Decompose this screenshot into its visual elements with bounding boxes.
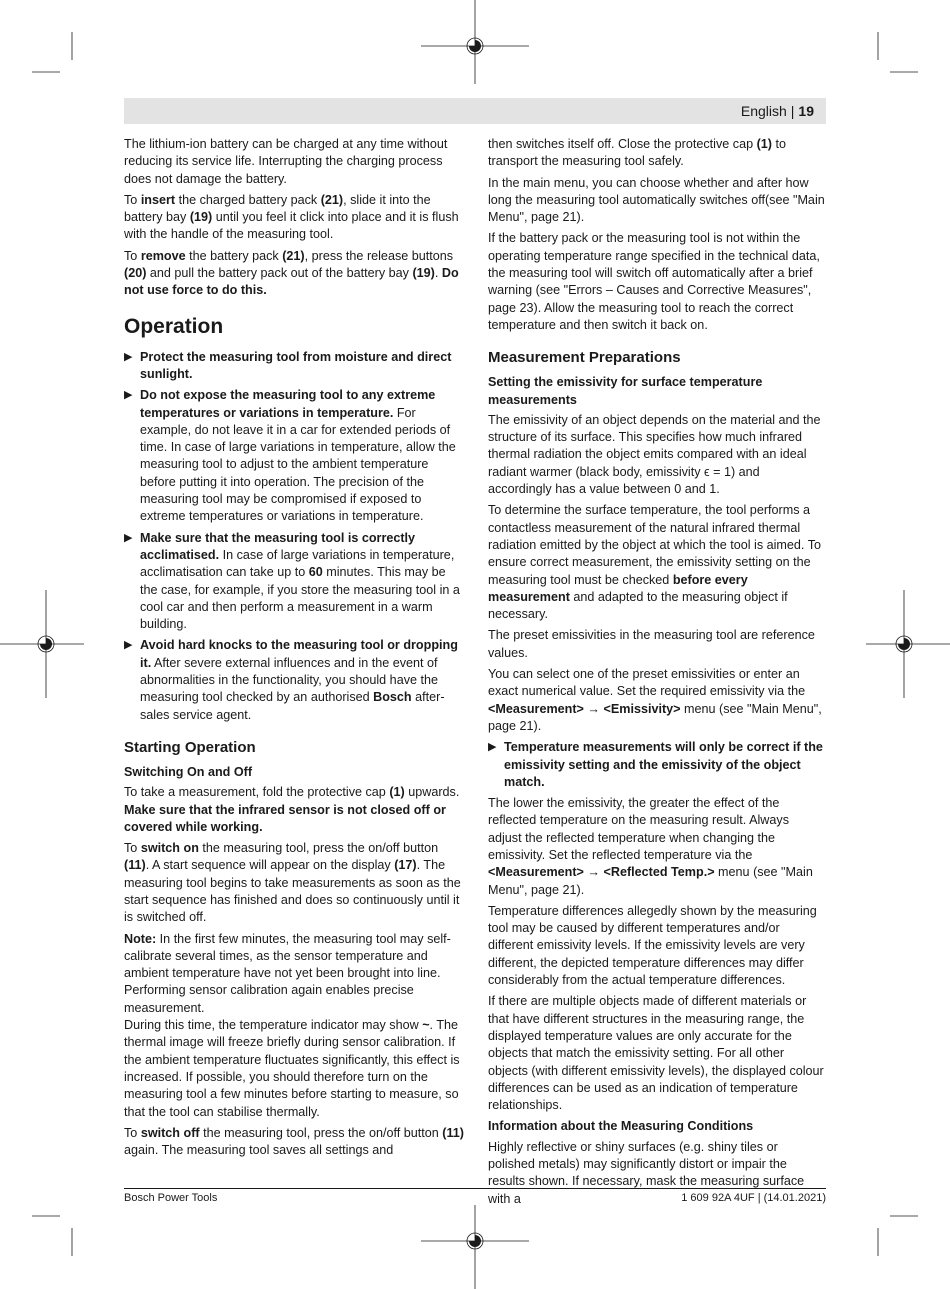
header-band xyxy=(124,98,826,124)
triangle-bullet-icon: ▶ xyxy=(124,350,133,363)
paragraph: To remove the battery pack (21), press the release buttons (20) and pull the battery pack out of the battery bay (19). Do not use force to do this. xyxy=(124,248,459,298)
left-column xyxy=(124,136,464,1163)
paragraph: In the main menu, you can choose whether and after how long the measuring tool automatically switches off(see "Main Menu", page 21). xyxy=(488,175,825,225)
triangle-bullet-icon: ▶ xyxy=(124,389,133,402)
footer-publisher: Bosch Power Tools xyxy=(124,1192,218,1204)
paragraph: If there are multiple objects made of different materials or that have different structures in the measuring range, the displayed temperature values are only accurate for the objects that match the emissivity setting. For all other objects (with different emissivity levels), the displayed colour differences can be used as an indication of temperature relationships. xyxy=(488,994,824,1113)
paragraph: The lithium-ion battery can be charged at any time without reducing its service life. Interrupting the charging process does not damage the battery. xyxy=(124,137,448,186)
paragraph: Note: In the first few minutes, the measuring tool may self-calibrate several times, as the sensor temperature and ambient temperature have not yet been brought into line. Performing sensor calibration again enables precise measurement. xyxy=(124,931,451,1015)
list-item: ▶ Protect the measuring tool from moisture and direct sunlight. xyxy=(124,349,452,381)
section-heading-operation: Operation xyxy=(124,314,224,338)
paragraph: To switch on the measuring tool, press the on/off button (11). A start sequence will appear on the display (17). The measuring tool begins to take measurements as soon as the start sequence has finished and does so continuously until it is switched off. xyxy=(124,841,461,925)
list-item: ▶ Avoid hard knocks to the measuring tool or dropping it. After severe external influences and in the event of abnormalities in the functionality, you should have the measuring tool checked by an authorised Bosch after-sales service agent. xyxy=(124,638,458,722)
paragraph: To determine the surface temperature, the tool performs a contactless measurement of the natural infrared thermal radiation emitted by the object at which the tool is aimed. To ensure correct measurement, the emissivity setting on the measuring tool must be checked before every measurement and adapted to the measuring object if necessary. xyxy=(488,503,821,622)
footer-rule xyxy=(124,1188,826,1189)
page-number: 19 xyxy=(798,103,814,119)
paragraph: Highly reflective or shiny surfaces (e.g. shiny tiles or polished metals) may significantly distort or impair the results shown. If necessary, mask the measuring surface with a xyxy=(488,1139,805,1206)
subheading-emissivity: Setting the emissivity for surface temperature measurements xyxy=(488,375,763,407)
section-heading-measurement-preparations: Measurement Preparations xyxy=(488,349,681,367)
subheading-measuring-conditions: Information about the Measuring Conditions xyxy=(488,1119,754,1134)
list-item: ▶ Temperature measurements will only be correct if the emissivity setting and the emissivity of the object match. xyxy=(488,740,823,789)
paragraph: To switch off the measuring tool, press the on/off button (11) again. The measuring tool saves all settings and xyxy=(124,1125,464,1158)
triangle-bullet-icon: ▶ xyxy=(124,531,133,544)
paragraph: During this time, the temperature indicator may show ~. The thermal image will freeze briefly during sensor calibration. If the ambient temperature fluctuates significantly, this effect is increased. If possible, you should therefore turn on the measuring tool a few minutes before starting to measure, so that the tool can stabilise thermally. xyxy=(124,1018,460,1119)
triangle-bullet-icon: ▶ xyxy=(488,741,497,754)
list-item: ▶ Make sure that the measuring tool is correctly acclimatised. In case of large variations in temperature, acclimatisation can take up to 60 minutes. This may be the case, for example, if you store the measuring tool in a cool car and then perform a measurement in a warm building. xyxy=(124,530,460,632)
right-column xyxy=(488,136,826,1212)
paragraph: then switches itself off. Close the protective cap (1) to transport the measuring tool safely. xyxy=(488,137,786,169)
paragraph: Temperature differences allegedly shown by the measuring tool may be caused by different temperatures and/or different emissivity levels. If the emissivity levels are very different, the depicted temperature differences may differ considerably from the actual temperature differences. xyxy=(488,903,817,988)
paragraph: To take a measurement, fold the protective cap (1) upwards. Make sure that the infrared sensor is not closed off or covered while working. xyxy=(124,785,460,834)
header-language: English xyxy=(740,103,787,119)
paragraph: To insert the charged battery pack (21), slide it into the battery bay (19) until you feel it click into place and it is flush with the handle of the measuring tool. xyxy=(124,192,459,242)
paragraph: The emissivity of an object depends on the material and the structure of its surface. This specifies how much infrared thermal radiation the object emits compared with an ideal radiant warmer (black body, emissivity ϵ = 1) and accordingly has a value between 0 and 1. xyxy=(488,412,821,497)
footer-document-id: 1 609 92A 4UF | (14.01.2021) xyxy=(681,1192,826,1204)
paragraph: You can select one of the preset emissivities or enter an exact numerical value. Set the required emissivity via the <Measurement> → <Emissivity> menu (see "Main Menu", page 21). xyxy=(488,667,822,733)
paragraph: The lower the emissivity, the greater the effect of the reflected temperature on the measuring result. Always adjust the reflected temperature when changing the emissivity. Set the reflected temperature via the <Measurement> → <Reflected Temp.> menu (see "Main Menu", page 21). xyxy=(488,796,813,897)
paragraph: If the battery pack or the measuring tool is not within the operating temperature range specified in the technical data, the measuring tool will switch off automatically after a brief warning (see "Errors – Causes and Corrective Measures", page 23). Allow the measuring tool to reach the correct temperature and then switch it back on. xyxy=(488,231,820,332)
triangle-bullet-icon: ▶ xyxy=(124,639,133,652)
page-header: English | 19 xyxy=(740,103,814,119)
list-item: ▶ Do not expose the measuring tool to any extreme temperatures or variations in temperature. For example, do not leave it in a car for extended periods of time. In case of large variations in temperature, allow the measuring tool to adjust to the ambient temperature before putting it into operation. The precision of the measuring tool may be compromised if exposed to extreme temperatures or variations in temperature. xyxy=(124,388,456,524)
section-heading-starting-operation: Starting Operation xyxy=(124,738,256,756)
subheading-switching: Switching On and Off xyxy=(124,764,253,779)
paragraph: The preset emissivities in the measuring tool are reference values. xyxy=(488,628,815,660)
